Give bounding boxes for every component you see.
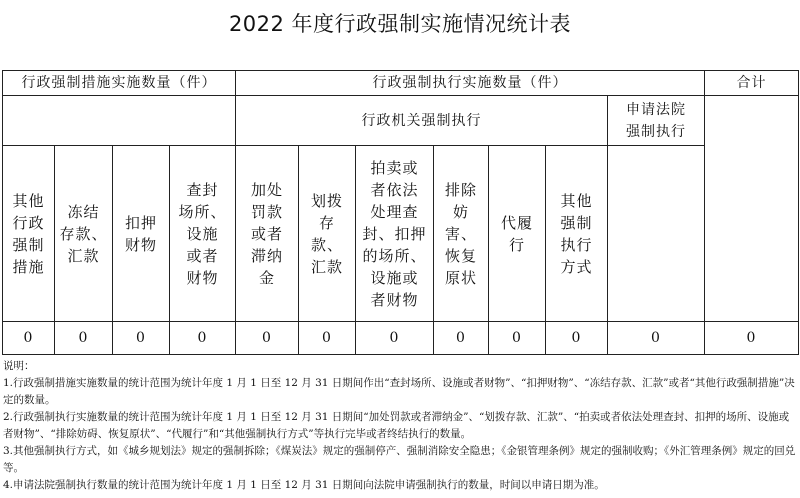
value-cell: 0 bbox=[608, 322, 705, 355]
header-measure-type bbox=[55, 146, 113, 322]
value-cell: 0 bbox=[356, 322, 434, 355]
value-cell: 0 bbox=[3, 322, 55, 355]
header-measure-type bbox=[3, 146, 55, 322]
agency-execution-header: 行政机关强制执行 bbox=[236, 96, 608, 146]
measure-type-label: 扣押 财物 bbox=[124, 213, 157, 254]
value-cell: 0 bbox=[113, 322, 170, 355]
value-cell: 0 bbox=[170, 322, 236, 355]
note-item: 4.申请法院强制执行数量的统计范围为统计年度 1 月 1 日至 12 月 31 日期间向法院申请强制执行的数量，时间以申请日期为准。 bbox=[3, 479, 605, 491]
value-cell: 0 bbox=[434, 322, 489, 355]
value-cell: 0 bbox=[489, 322, 546, 355]
court-blank-cell bbox=[608, 146, 705, 322]
measure-type-label: 查封 场所、 设施 或者 财物 bbox=[178, 180, 227, 287]
measure-type-label: 冻结 存款、 汇款 bbox=[59, 202, 108, 265]
total-header: 合计 bbox=[705, 71, 799, 96]
header-measure-type bbox=[170, 146, 236, 322]
value-cell: 0 bbox=[546, 322, 608, 355]
header-agency-execution-method: 拍卖或 者依法 处理查 封、扣押 的场所、 设施或 者财物 bbox=[356, 146, 434, 322]
execution-group-header: 行政强制执行实施数量（件） bbox=[236, 71, 705, 96]
value-cell: 0 bbox=[55, 322, 113, 355]
note-item: 3.其他强制执行方式，如《城乡规划法》规定的强制拆除；《煤炭法》规定的强制停产、强制消除安全隐患；《金银管理条例》规定的强制收购；《外汇管理条例》规定的回兑等。 bbox=[3, 445, 796, 474]
header-agency-execution-method: 代履 行 bbox=[489, 146, 546, 322]
value-cell: 0 bbox=[236, 322, 299, 355]
notes-section bbox=[3, 358, 797, 494]
measures-group-header: 行政强制措施实施数量（件） bbox=[3, 71, 236, 96]
notes-heading: 说明： bbox=[3, 360, 35, 372]
header-agency-execution-method: 加处 罚款 或者 滞纳 金 bbox=[236, 146, 299, 322]
page-title: 2022 年度行政强制实施情况统计表 bbox=[228, 12, 572, 36]
header-agency-execution-method: 划拨 存 款、 汇款 bbox=[299, 146, 356, 322]
value-cell: 0 bbox=[705, 322, 799, 355]
header-measure-type bbox=[113, 146, 170, 322]
measures-blank-cell bbox=[3, 96, 236, 146]
total-blank-cell bbox=[705, 96, 799, 322]
court-execution-header: 申请法院 强制执行 bbox=[608, 96, 705, 146]
note-item: 1.行政强制措施实施数量的统计范围为统计年度 1 月 1 日至 12 月 31 日期间作出“查封场所、设施或者财物”、“扣押财物”、“冻结存款、汇款”或者“其他行政强制措施”决定的数量。 bbox=[3, 377, 795, 406]
measure-type-label: 其他 行政 强制 措施 bbox=[12, 191, 45, 276]
value-cell: 0 bbox=[299, 322, 356, 355]
header-agency-execution-method: 其他 强制 执行 方式 bbox=[546, 146, 608, 322]
header-agency-execution-method: 排除 妨 害、 恢复 原状 bbox=[434, 146, 489, 322]
note-item: 2.行政强制执行实施数量的统计范围为统计年度 1 月 1 日至 12 月 31 日期间“加处罚款或者滞纳金”、“划拨存款、汇款”、“拍卖或者依法处理查封、扣押的场所、设施或者财物”、“排除妨碍、恢复原状”、“代履行”和“其他强制执行方式”等执行完毕或者终结执行的数量。 bbox=[3, 411, 790, 440]
statistics-table bbox=[2, 70, 799, 355]
